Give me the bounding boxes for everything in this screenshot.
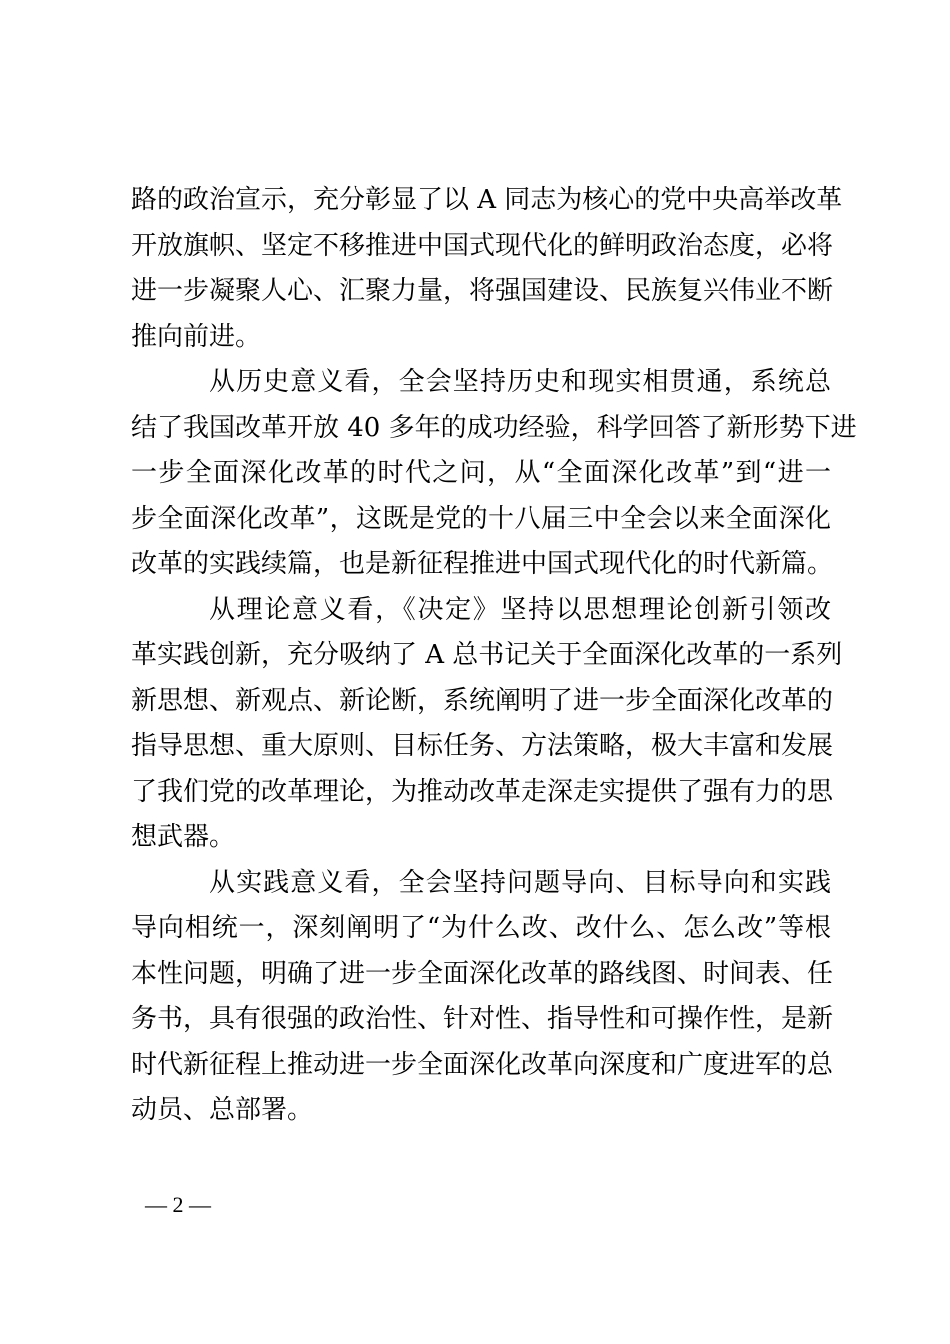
- page-number: — 2 —: [145, 1192, 211, 1217]
- paragraph: [131, 360, 857, 588]
- paragraph: [131, 178, 843, 360]
- text-line: 一步全面深化改革的时代之问，从“全面深化改革”到“进一: [131, 458, 831, 488]
- paragraph: [131, 588, 843, 861]
- text-line: 革实践创新，充分吸纳了 A 总书记关于全面深化改革的一系列: [131, 640, 843, 670]
- text-line: 动员、总部署。: [131, 1095, 314, 1125]
- text-line: 导向相统一，深刻阐明了“为什么改、改什么、怎么改”等根: [131, 913, 831, 943]
- text-line: 步全面深化改革”，这既是党的十八届三中全会以来全面深化: [131, 503, 831, 534]
- text-line: 路的政治宣示，充分彰显了以 A 同志为核心的党中央高举改革: [131, 185, 843, 215]
- text-line: 指导思想、重大原则、目标任务、方法策略，极大丰富和发展: [131, 731, 834, 761]
- text-line: 改革的实践续篇，也是新征程推进中国式现代化的时代新篇。: [131, 549, 834, 579]
- body-text: [131, 178, 857, 1134]
- text-line: 时代新征程上推动进一步全面深化改革向深度和广度进军的总: [131, 1049, 834, 1080]
- text-line: 了我们党的改革理论，为推动改革走深走实提供了强有力的思: [131, 776, 834, 807]
- text-line: 新思想、新观点、新论断，系统阐明了进一步全面深化改革的: [131, 685, 834, 716]
- paragraph: [131, 861, 834, 1134]
- text-line: 本性问题，明确了进一步全面深化改革的路线图、时间表、任: [131, 958, 834, 989]
- text-line: 结了我国改革开放 40 多年的成功经验，科学回答了新形势下进: [131, 412, 857, 443]
- text-line: 务书，具有很强的政治性、针对性、指导性和可操作性，是新: [131, 1004, 834, 1034]
- text-line: 从历史意义看，全会坚持历史和现实相贯通，系统总: [209, 367, 831, 397]
- text-line: 推向前进。: [131, 321, 262, 352]
- text-line: 从理论意义看，《决定》坚持以思想理论创新引领改: [209, 594, 831, 625]
- text-line: 开放旗帜、坚定不移推进中国式现代化的鲜明政治态度，必将: [131, 230, 834, 261]
- text-line: 想武器。: [131, 822, 236, 852]
- text-line: 进一步凝聚人心、汇聚力量，将强国建设、民族复兴伟业不断: [131, 276, 834, 306]
- text-line: 从实践意义看，全会坚持问题导向、目标导向和实践: [209, 867, 831, 898]
